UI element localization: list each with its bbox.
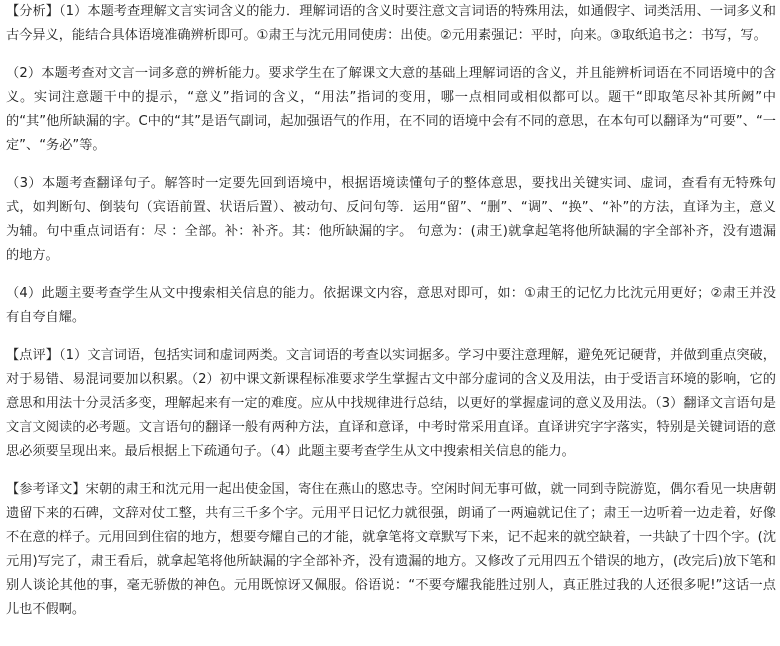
analysis-tag: 【分析】 [6, 4, 59, 19]
analysis-paragraph-2 [6, 62, 776, 158]
analysis-paragraph-3 [6, 172, 776, 268]
reference-translation-paragraph [6, 478, 776, 622]
analysis-paragraph-4 [6, 282, 776, 330]
reference-translation-text: 宋朝的肃王和沈元用一起出使金国，寄住在燕山的愍忠寺。空闲时间无事可做，就一同到寺院游览，偶尔看见一块唐朝遗留下来的石碑，文辞对仗工整，共有三千多个字。元用平日记忆力就很强，朗诵了一两遍就记住了；肃王一边听着一边走着，好像不在意的样子。元用回到住宿的地方，想要夸耀自己的才能，就拿笔将文章默写下来，记不起来的就空缺着，一共缺了十四个字。(沈元用)写完了，肃王看后，就拿起笔将他所缺漏的字全部补齐，没有遗漏的地方。又修改了元用四五个错误的地方，(改完后)放下笔和别人谈论其他的事，毫无骄傲的神色。元用既惊讶又佩服。俗语说：“不要夸耀我能胜过别人，真正胜过我的人还很多呢!”这话一点儿也不假啊。 [6, 482, 777, 617]
analysis-paragraph-1 [6, 0, 776, 48]
comment-paragraph [6, 344, 776, 464]
analysis-text-4: （4）此题主要考查学生从文中搜索相关信息的能力。依据课文内容，意思对即可，如：①肃王的记忆力比沈元用更好；②肃王并没有自夸自耀。 [6, 286, 776, 325]
comment-tag: 【点评】 [6, 348, 59, 363]
reference-translation-tag: 【参考译文】 [6, 482, 86, 497]
analysis-text-3: （3）本题考查翻译句子。解答时一定要先回到语境中，根据语境读懂句子的整体意思，要找出关键实词、虚词，查看有无特殊句式，如判断句、倒装句（宾语前置、状语后置）、被动句、反问句等．运用“留”、“删”、“调”、“换”、“补”的方法，直译为主，意义为辅。句中重点词语有：尽 ：全部。补：补齐。其：他所缺漏的字。 句意为：(肃王)就拿起笔将他所缺漏的字全部补齐，没有遗漏的地方。 [6, 176, 776, 263]
analysis-text-2: （2）本题考查对文言一词多意的辨析能力。要求学生在了解课文大意的基础上理解词语的含义，并且能辨析词语在不同语境中的含义。实词注意题干中的提示，“意义”指词的含义，“用法”指词的变用，哪一点相同或相似都可以。题干“即取笔尽补其所阙”中的“其”他所缺漏的字。C中的“其”是语气副词，起加强语气的作用，在不同的语境中会有不同的意思，在本句可以翻译为“可要”、“一定”、“务必”等。 [6, 66, 776, 153]
comment-text: （1）文言词语，包括实词和虚词两类。文言词语的考查以实词据多。学习中要注意理解，避免死记硬背，并做到重点突破，对于易错、易混词要加以积累。（2）初中课文新课程标准要求学生掌握古文中部分虚词的含义及用法，由于受语言环境的影响，它的意思和用法十分灵活多变，理解起来有一定的难度。应从中找规律进行总结，以更好的掌握虚词的意义及用法。（3）翻译文言语句是文言文阅读的必考题。文言语句的翻译一般有两种方法，直译和意译，中考时常采用直译。直译讲究字字落实，特别是关键词语的意思必须要呈现出来。最后根据上下疏通句子。（4）此题主要考查学生从文中搜索相关信息的能力。 [6, 348, 776, 459]
analysis-text-1: （1）本题考查理解文言实词含义的能力．理解词语的含义时要注意文言词语的特殊用法，如通假字、词类活用、一词多义和古今异义，能结合具体语境准确辨析即可。①肃王与沈元用同使虏：出使。②元用素强记：平时，向来。③取纸追书之：书写，写。 [6, 4, 776, 43]
